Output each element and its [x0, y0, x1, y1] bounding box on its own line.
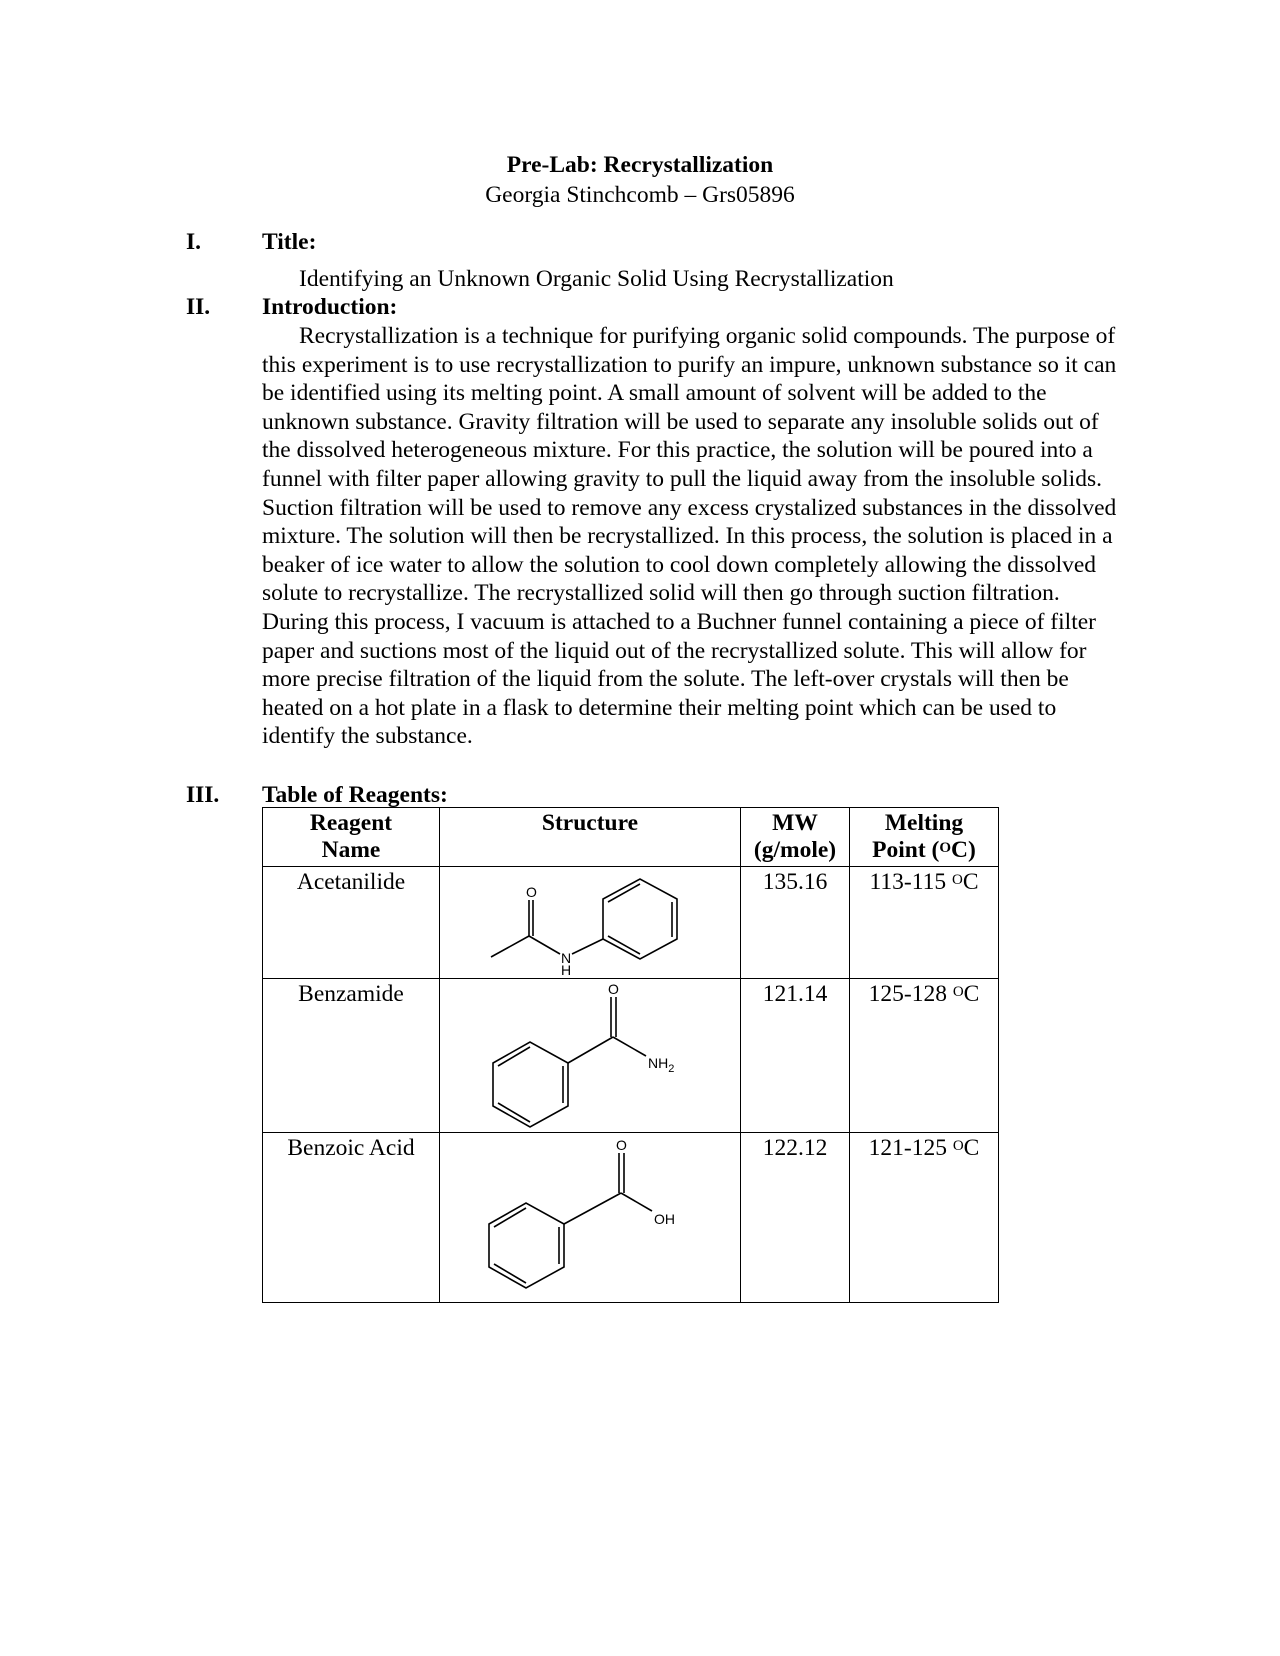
unit: C [962, 869, 979, 895]
table-row [263, 867, 999, 979]
section-numeral-3: III. [186, 782, 220, 808]
melting-point [850, 867, 999, 979]
header-text: Name [321, 837, 381, 863]
group-text: NH [648, 1055, 669, 1071]
section-heading-title: Title: [262, 229, 317, 255]
atom-label: O [608, 981, 619, 997]
molecular-weight: 122.12 [741, 1133, 850, 1303]
melting-point [850, 1133, 999, 1303]
table-header-row [263, 808, 999, 867]
document-title: Pre-Lab: Recrystallization [506, 152, 774, 178]
atom-label: O [526, 884, 537, 900]
document-author: Georgia Stinchcomb – Grs05896 [485, 182, 795, 208]
section-heading-introduction: Introduction: [262, 294, 398, 320]
molecular-weight: 135.16 [741, 867, 850, 979]
structure-acetanilide [440, 867, 741, 979]
unit: C [963, 981, 980, 1007]
group-subscript: 2 [668, 1063, 675, 1075]
atom-label: H [561, 962, 572, 977]
header-structure [440, 808, 741, 867]
section-numeral-2: II. [186, 294, 211, 320]
header-melting-point [850, 808, 999, 867]
degree-symbol: O [952, 984, 964, 1000]
functional-group-label: OH [654, 1211, 675, 1227]
reagent-name: Acetanilide [263, 867, 440, 979]
structure-benzamide [440, 979, 741, 1133]
reagents-table [262, 807, 999, 1303]
functional-group-label [648, 1055, 674, 1075]
header-reagent-name [263, 808, 440, 867]
header-text: Structure [541, 810, 639, 836]
reagent-name: Benzoic Acid [263, 1133, 440, 1303]
degree-symbol: O [951, 872, 963, 888]
melting-point-value: 125-128 [868, 981, 947, 1007]
benzoic-acid-structure-diagram [440, 1133, 740, 1301]
molecular-weight: 121.14 [741, 979, 850, 1133]
atom-label: O [616, 1137, 627, 1153]
header-mw [741, 808, 850, 867]
degree-symbol: O [939, 840, 952, 856]
introduction-paragraph: Recrystallization is a technique for purifying organic solid compounds. The purpose of this experiment is to use recrystallization to purify an impure, unknown substance so it can be identified using its melting point. A small amount of solvent will be added to the unknown substance. Gravity filtration will be used to separate any insoluble solids out of the dissolved heterogeneous mixture. For this practice, the solution will be poured into a funnel with filter paper allowing gravity to pull the liquid away from the insoluble solids. Suction filtration will be used to remove any excess crystalized substances in the dissolved mixture. The solution will then be recrystallized. In this process, the solution is placed in a beaker of ice water to allow the solution to cool down completely allowing the dissolved solute to recrystallize. The recrystallized solid will then go through suction filtration. During this process, I vacuum is attached to a Buchner funnel containing a piece of filter paper and suctions most of the liquid out of the recrystallized solute. This will allow for more precise filtration of the liquid from the solute. The left-over crystals will then be heated on a hot plate in a flask to determine their melting point which can be used to identify the substance. [262, 323, 1117, 750]
structure-benzoic-acid [440, 1133, 741, 1303]
experiment-title: Identifying an Unknown Organic Solid Using Recrystallization [299, 266, 894, 292]
header-text: MW [772, 810, 818, 836]
melting-point [850, 979, 999, 1133]
degree-symbol: O [952, 1138, 964, 1154]
reagent-name: Benzamide [263, 979, 440, 1133]
table-row [263, 1133, 999, 1303]
section-numeral-1: I. [186, 229, 202, 255]
acetanilide-structure-diagram [440, 867, 740, 977]
header-text: Point ( [872, 837, 940, 863]
introduction-body [262, 322, 1122, 751]
header-text: Reagent [309, 810, 393, 836]
header-text: Melting [884, 810, 964, 836]
melting-point-value: 121-125 [868, 1135, 947, 1161]
benzamide-structure-diagram [440, 979, 740, 1131]
melting-point-value: 113-115 [869, 869, 947, 895]
header-text: (g/mole) [753, 837, 837, 863]
header-text: C) [951, 837, 976, 863]
unit: C [963, 1135, 980, 1161]
table-row [263, 979, 999, 1133]
atom-label: N [561, 950, 572, 966]
section-heading-reagents: Table of Reagents: [262, 782, 448, 808]
